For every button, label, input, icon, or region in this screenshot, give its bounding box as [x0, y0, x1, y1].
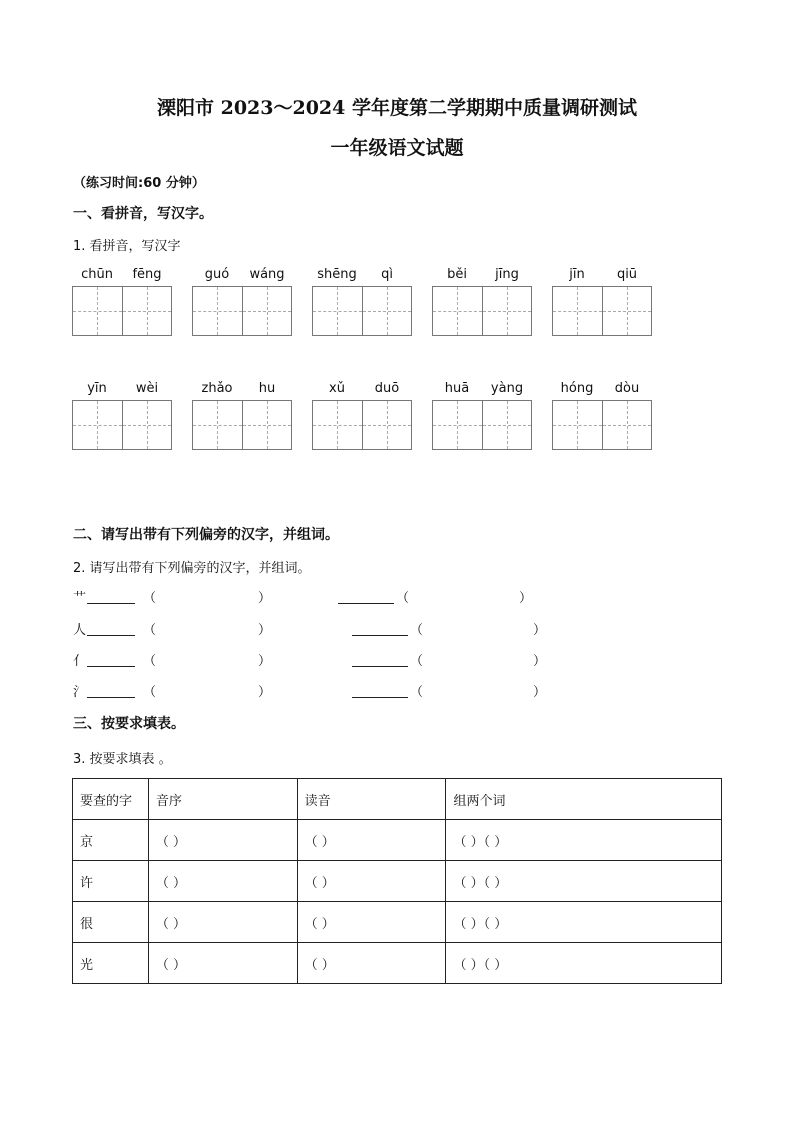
writing-grid	[192, 400, 292, 450]
section3-heading: 三、按要求填表。	[73, 716, 185, 732]
answer-cell[interactable]: （ ）	[148, 902, 297, 943]
pinyin-label: duō	[374, 381, 400, 396]
open-paren: （	[410, 685, 424, 700]
table-row	[73, 861, 722, 902]
writing-grid	[432, 400, 532, 450]
time-note: （练习时间:60 分钟）	[73, 176, 205, 191]
pinyin-label: jīng	[495, 267, 519, 282]
close-paren: ）	[533, 654, 547, 669]
char-cell: 光	[73, 943, 149, 984]
close-paren: ）	[258, 591, 272, 606]
pinyin-label: fēng	[132, 267, 162, 282]
open-paren: （	[143, 685, 157, 700]
question3-text: 3. 按要求填表 。	[73, 752, 172, 767]
radical-label: 亻	[73, 654, 87, 669]
pinyin-label: chūn	[81, 267, 113, 282]
writing-cell[interactable]	[362, 401, 411, 449]
pinyin-label: hóng	[560, 381, 594, 396]
pinyin-label: wèi	[135, 381, 159, 396]
pinyin-label: hu	[258, 381, 276, 396]
answer-cell[interactable]: （ ）	[297, 861, 446, 902]
answer-cell[interactable]: （ ）	[148, 943, 297, 984]
radical-label: 艹	[73, 591, 87, 606]
answer-blank[interactable]	[87, 589, 135, 604]
answer-cell[interactable]: （ ）	[297, 902, 446, 943]
section2-heading: 二、请写出带有下列偏旁的汉字，并组词。	[73, 527, 339, 543]
pinyin-label: dòu	[614, 381, 640, 396]
writing-cell[interactable]	[193, 287, 242, 335]
lookup-table	[72, 778, 722, 984]
close-paren: ）	[533, 685, 547, 700]
answer-cell[interactable]: （ ）（ ）	[446, 820, 722, 861]
writing-cell[interactable]	[433, 287, 482, 335]
writing-cell[interactable]	[122, 287, 171, 335]
pinyin-label: qì	[381, 267, 393, 282]
char-cell: 许	[73, 861, 149, 902]
pinyin-label: huā	[444, 381, 470, 396]
close-paren: ）	[519, 591, 533, 606]
char-cell: 很	[73, 902, 149, 943]
writing-cell[interactable]	[482, 401, 531, 449]
open-paren: （	[410, 654, 424, 669]
close-paren: ）	[533, 623, 547, 638]
pinyin-label: guó	[204, 267, 230, 282]
table-header-cell: 组两个词	[446, 779, 722, 820]
answer-blank[interactable]	[87, 621, 135, 636]
writing-grid	[552, 400, 652, 450]
question1-text: 1. 看拼音，写汉字	[73, 239, 181, 254]
writing-cell[interactable]	[242, 401, 291, 449]
writing-cell[interactable]	[193, 401, 242, 449]
answer-cell[interactable]: （ ）	[148, 820, 297, 861]
table-header-cell: 音序	[148, 779, 297, 820]
exam-title: 溧阳市 2023～2024 学年度第二学期期中质量调研测试	[157, 97, 637, 119]
table-row	[73, 943, 722, 984]
writing-cell[interactable]	[553, 401, 602, 449]
table-header-row	[73, 779, 722, 820]
char-cell: 京	[73, 820, 149, 861]
writing-cell[interactable]	[313, 287, 362, 335]
answer-cell[interactable]: （ ）	[297, 820, 446, 861]
answer-blank[interactable]	[87, 683, 135, 698]
table-row	[73, 820, 722, 861]
writing-cell[interactable]	[602, 287, 651, 335]
writing-cell[interactable]	[122, 401, 171, 449]
writing-grid	[72, 286, 172, 336]
radical-label: 人	[73, 623, 87, 638]
answer-cell[interactable]: （ ）（ ）	[446, 943, 722, 984]
open-paren: （	[143, 654, 157, 669]
table-row	[73, 902, 722, 943]
writing-cell[interactable]	[433, 401, 482, 449]
pinyin-label: shēng	[317, 267, 357, 282]
answer-blank[interactable]	[352, 652, 408, 667]
pinyin-label: qiū	[616, 267, 638, 282]
writing-cell[interactable]	[602, 401, 651, 449]
open-paren: （	[410, 623, 424, 638]
question2-text: 2. 请写出带有下列偏旁的汉字，并组词。	[73, 561, 311, 576]
open-paren: （	[143, 591, 157, 606]
radical-label: 氵	[73, 685, 87, 700]
open-paren: （	[143, 623, 157, 638]
writing-cell[interactable]	[242, 287, 291, 335]
writing-cell[interactable]	[362, 287, 411, 335]
answer-blank[interactable]	[338, 589, 394, 604]
writing-grid	[552, 286, 652, 336]
close-paren: ）	[258, 623, 272, 638]
pinyin-label: zhǎo	[201, 381, 233, 396]
writing-grid	[312, 286, 412, 336]
writing-cell[interactable]	[482, 287, 531, 335]
pinyin-label: jīn	[569, 267, 585, 282]
pinyin-label: běi	[447, 267, 467, 282]
close-paren: ）	[258, 685, 272, 700]
section1-heading: 一、看拼音，写汉字。	[73, 206, 213, 222]
pinyin-label: xǔ	[329, 381, 345, 396]
pinyin-label: yīn	[87, 381, 107, 396]
pinyin-label: yàng	[490, 381, 524, 396]
table-header-cell: 要查的字	[73, 779, 149, 820]
writing-cell[interactable]	[313, 401, 362, 449]
exam-subtitle: 一年级语文试题	[330, 137, 464, 159]
answer-cell[interactable]: （ ）（ ）	[446, 902, 722, 943]
writing-cell[interactable]	[73, 287, 122, 335]
close-paren: ）	[258, 654, 272, 669]
writing-cell[interactable]	[553, 287, 602, 335]
answer-cell[interactable]: （ ）（ ）	[446, 861, 722, 902]
table-header-cell: 读音	[297, 779, 446, 820]
open-paren: （	[396, 591, 410, 606]
answer-blank[interactable]	[352, 621, 408, 636]
answer-cell[interactable]: （ ）	[297, 943, 446, 984]
writing-grid	[192, 286, 292, 336]
answer-blank[interactable]	[352, 683, 408, 698]
writing-grid	[312, 400, 412, 450]
answer-cell[interactable]: （ ）	[148, 861, 297, 902]
pinyin-label: wáng	[249, 267, 285, 282]
writing-grid	[72, 400, 172, 450]
answer-blank[interactable]	[87, 652, 135, 667]
writing-cell[interactable]	[73, 401, 122, 449]
writing-grid	[432, 286, 532, 336]
